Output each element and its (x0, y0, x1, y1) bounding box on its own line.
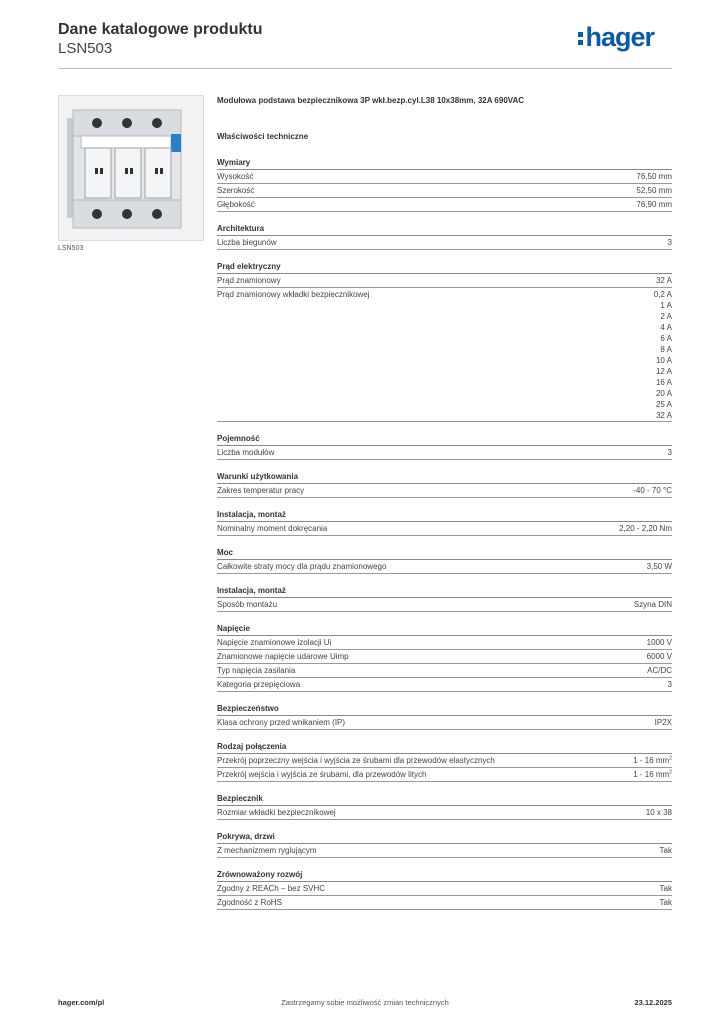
unit-superscript: 2 (669, 755, 672, 762)
spec-value-item: 32 A (655, 411, 672, 420)
spec-label: Kategoria przepięciowa (217, 680, 301, 689)
spec-label: Wysokość (217, 172, 254, 181)
spec-label: Głębokość (217, 200, 255, 209)
section-title: Bezpieczeństwo (217, 703, 672, 716)
spec-row (217, 170, 672, 184)
spec-value-text: 1000 V (646, 638, 672, 647)
spec-section (217, 157, 672, 212)
fuse-holder-icon (59, 96, 203, 240)
spec-value (654, 289, 672, 421)
spec-label: Typ napięcia zasilania (217, 666, 296, 675)
spec-label: Liczba modułów (217, 448, 275, 457)
spec-row (217, 664, 672, 678)
spec-section (217, 741, 672, 782)
spec-value (660, 883, 672, 895)
page-header (58, 20, 672, 70)
spec-row (217, 484, 672, 498)
spec-value-text: 2,20 - 2,20 Nm (619, 524, 672, 533)
spec-value-text: 10 x 38 (645, 808, 672, 817)
spec-value-text: IP2X (654, 718, 672, 727)
spec-row (217, 184, 672, 198)
section-title: Instalacja, montaż (217, 585, 672, 598)
spec-value (660, 845, 672, 857)
spec-value (633, 485, 672, 497)
spec-sections (217, 157, 672, 910)
spec-row (217, 896, 672, 910)
spec-label: Sposób montażu (217, 600, 278, 609)
section-title: Bezpiecznik (217, 793, 672, 806)
spec-value-text: 1 - 16 mm (633, 770, 670, 779)
product-photo (58, 95, 204, 241)
spec-label: Liczba biegunów (217, 238, 277, 247)
logo-dots-icon (578, 29, 583, 48)
spec-value-text: 76,50 mm (636, 172, 672, 181)
spec-label: Znamionowe napięcie udarowe Uimp (217, 652, 349, 661)
spec-value-item: 20 A (655, 389, 672, 398)
spec-value-item: 16 A (655, 378, 672, 387)
spec-section (217, 433, 672, 460)
product-code: LSN503 (58, 40, 113, 57)
document-title: Dane katalogowe produktu (58, 21, 263, 38)
spec-section (217, 471, 672, 498)
spec-label: Zgodny z REACh – bez SVHC (217, 884, 326, 893)
spec-row (217, 768, 672, 782)
section-title: Architektura (217, 223, 672, 236)
unit-superscript: 2 (669, 769, 672, 776)
spec-row (217, 288, 672, 422)
hager-logo (578, 22, 654, 53)
footer-website: hager.com/pl (58, 998, 105, 1007)
spec-section (217, 703, 672, 730)
spec-row (217, 274, 672, 288)
spec-row (217, 446, 672, 460)
spec-value-text: 32 A (655, 276, 672, 285)
section-title: Pojemność (217, 433, 672, 446)
footer-date: 23.12.2025 (634, 998, 672, 1007)
spec-label: Prąd znamionowy wkładki bezpiecznikowej (217, 290, 370, 299)
spec-value-text: Tak (659, 884, 672, 893)
section-title: Napięcie (217, 623, 672, 636)
spec-value (634, 599, 672, 611)
properties-title: Właściwości techniczne (217, 132, 309, 141)
spec-value (633, 769, 672, 781)
spec-value (647, 561, 672, 573)
spec-section (217, 223, 672, 250)
spec-section (217, 831, 672, 858)
spec-label: Przekrój poprzeczny wejścia i wyjścia ze śrubami dla przewodów elastycznych (217, 756, 495, 765)
spec-row (217, 844, 672, 858)
spec-row (217, 522, 672, 536)
spec-value (668, 447, 672, 459)
spec-value (660, 897, 672, 909)
spec-row (217, 198, 672, 212)
spec-row (217, 650, 672, 664)
spec-value-text: AC/DC (647, 666, 672, 675)
spec-value-item: 1 A (660, 301, 672, 310)
spec-label: Prąd znamionowy (217, 276, 281, 285)
spec-value (646, 807, 672, 819)
spec-label: Przekrój wejścia i wyjścia ze śrubami, dla przewodów litych (217, 770, 427, 779)
spec-value (636, 171, 672, 183)
spec-label: Nominalny moment dokręcania (217, 524, 328, 533)
footer-disclaimer: Zastrzegamy sobie możliwość zmian technicznych (281, 998, 449, 1007)
spec-row (217, 716, 672, 730)
photo-caption: LSN503 (58, 245, 84, 252)
spec-row (217, 560, 672, 574)
spec-row (217, 882, 672, 896)
spec-row (217, 678, 672, 692)
spec-value-item: 8 A (660, 345, 672, 354)
section-title: Zrównoważony rozwój (217, 869, 672, 882)
spec-value-text: Tak (659, 898, 672, 907)
spec-value (656, 275, 672, 287)
spec-value (633, 755, 672, 767)
spec-value-item: 25 A (655, 400, 672, 409)
spec-value-item: 2 A (660, 312, 672, 321)
spec-value-text: 3,50 W (646, 562, 672, 571)
spec-value-item: 4 A (660, 323, 672, 332)
spec-value-item: 0,2 A (653, 290, 672, 299)
spec-value (647, 665, 672, 677)
spec-value-text: 3 (667, 680, 672, 689)
spec-value-item: 6 A (660, 334, 672, 343)
spec-section (217, 547, 672, 574)
spec-section (217, 585, 672, 612)
spec-row (217, 806, 672, 820)
spec-label: Całkowite straty mocy dla prądu znamionowego (217, 562, 387, 571)
spec-value (619, 523, 672, 535)
spec-row (217, 636, 672, 650)
header-divider (58, 68, 672, 69)
spec-label: Rozmiar wkładki bezpiecznikowej (217, 808, 336, 817)
spec-value (668, 237, 672, 249)
spec-value (668, 679, 672, 691)
section-title: Prąd elektryczny (217, 261, 672, 274)
section-title: Moc (217, 547, 672, 560)
spec-value (647, 637, 672, 649)
spec-section (217, 261, 672, 422)
section-title: Pokrywa, drzwi (217, 831, 672, 844)
spec-value-text: 1 - 16 mm (633, 756, 670, 765)
spec-value-text: 3 (667, 448, 672, 457)
spec-label: Szerokość (217, 186, 255, 195)
spec-row (217, 754, 672, 768)
spec-value-text: Szyna DIN (633, 600, 672, 609)
section-title: Wymiary (217, 157, 672, 170)
spec-label: Klasa ochrony przed wnikaniem (IP) (217, 718, 346, 727)
spec-value-text: 76,90 mm (636, 200, 672, 209)
section-title: Rodzaj połączenia (217, 741, 672, 754)
spec-value-text: Tak (659, 846, 672, 855)
spec-label: Zgodność z RoHS (217, 898, 282, 907)
spec-value (647, 651, 672, 663)
logo-text: hager (585, 22, 654, 52)
spec-value (636, 199, 672, 211)
spec-label: Zakres temperatur pracy (217, 486, 305, 495)
spec-section (217, 793, 672, 820)
spec-value-text: -40 - 70 °C (633, 486, 672, 495)
spec-label: Z mechanizmem ryglującym (217, 846, 317, 855)
spec-section (217, 869, 672, 910)
spec-value (655, 717, 672, 729)
spec-value (636, 185, 672, 197)
specifications (217, 96, 672, 910)
section-title: Warunki użytkowania (217, 471, 672, 484)
spec-value-text: 52,50 mm (636, 186, 672, 195)
spec-label: Napięcie znamionowe izolacji Ui (217, 638, 332, 647)
section-title: Instalacja, montaż (217, 509, 672, 522)
spec-row (217, 236, 672, 250)
spec-value-item: 10 A (655, 356, 672, 365)
spec-value-text: 6000 V (646, 652, 672, 661)
spec-section (217, 509, 672, 536)
spec-value-item: 12 A (655, 367, 672, 376)
spec-section (217, 623, 672, 692)
product-description: Modułowa podstawa bezpiecznikowa 3P wkł.bezp.cyl.L38 10x38mm, 32A 690VAC (217, 96, 525, 105)
spec-row (217, 598, 672, 612)
spec-value-text: 3 (667, 238, 672, 247)
